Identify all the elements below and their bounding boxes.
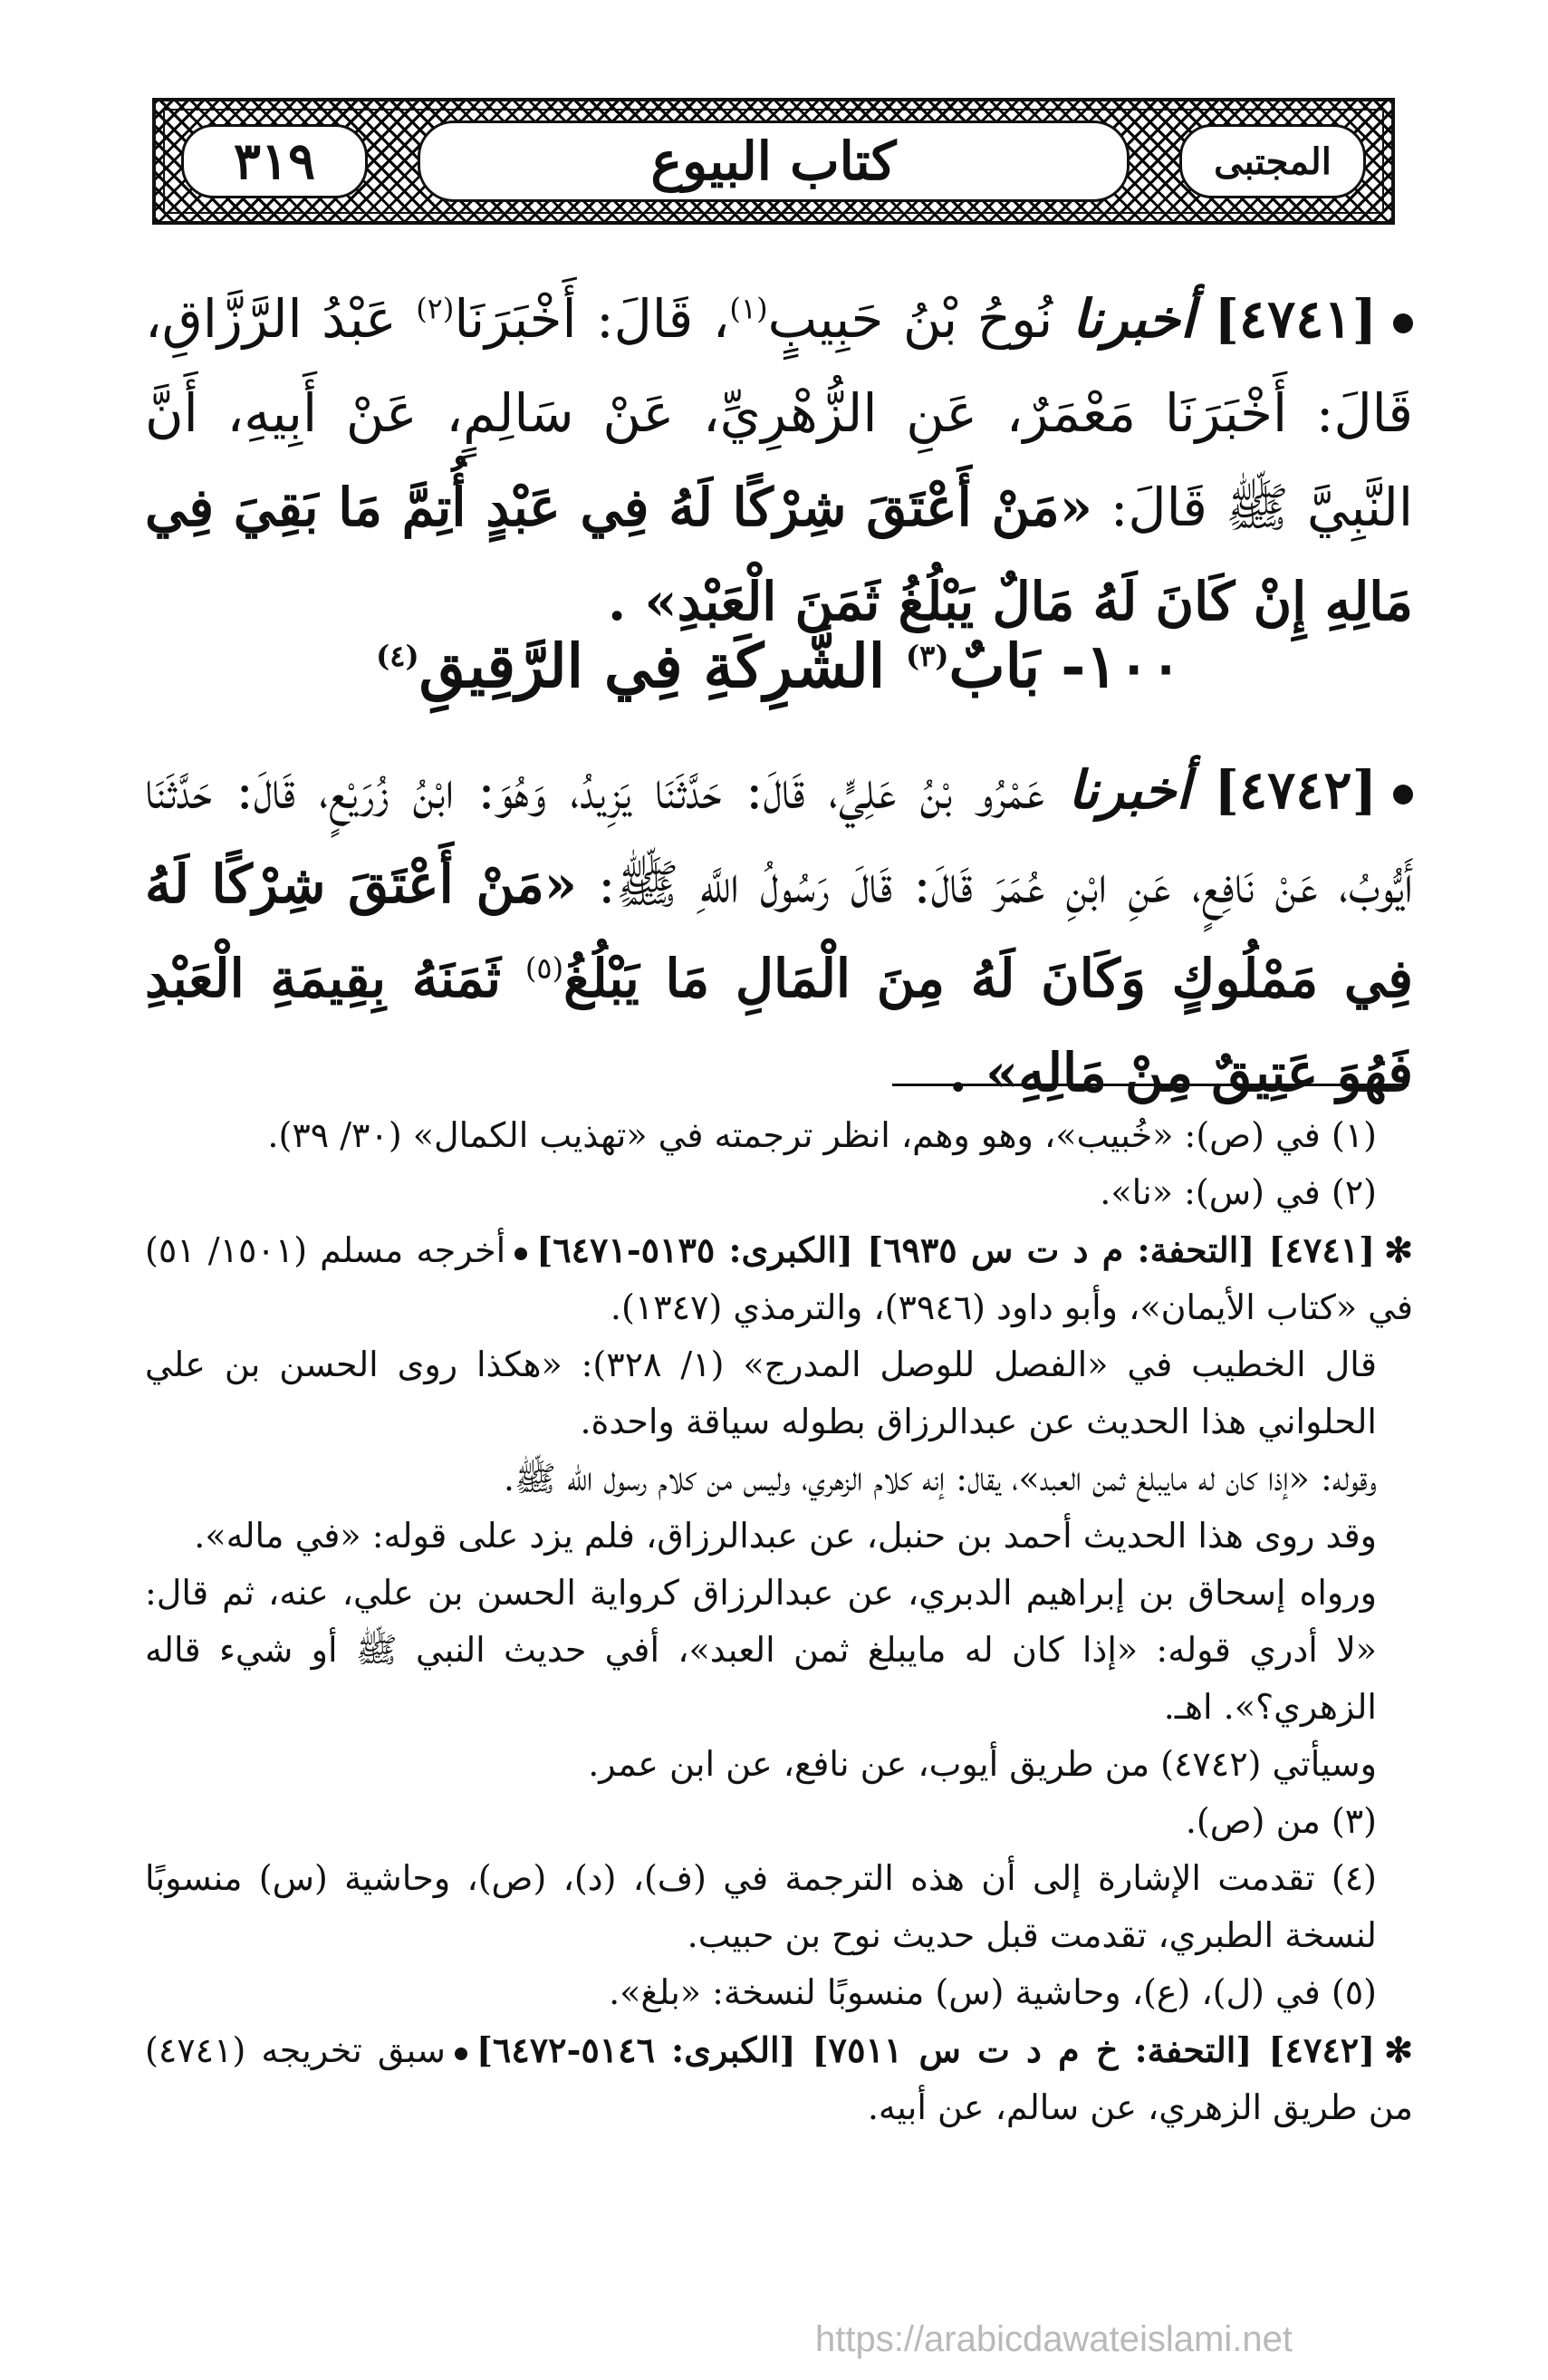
- hadith-4742: [145, 743, 1413, 1120]
- dot-icon: [455, 2048, 467, 2060]
- footnote-separator: [892, 1084, 1409, 1086]
- hadith-matn: ثَمَنَهُ بِقِيمَةِ الْعَبْدِ فَهُوَ عَتِيقٌ مِنْ مَالِهِ» .: [145, 948, 1413, 1103]
- khatib-quote-4: ورواه إسحاق بن إبراهيم الدبري، عن عبدالرزاق كرواية الحسن بن علي، عنه، ثم قال: «لا أدري قوله: «إذا كان له مايبلغ ثمن العبد»، أفي حديث النبي ﷺ أو شيء قاله الزهري؟». اهـ.: [145, 1573, 1377, 1727]
- khatib-quote-3: وقد روى هذا الحديث أحمد بن حنبل، عن عبدالرزاق، فلم يزد على قوله: «في ماله».: [194, 1516, 1377, 1556]
- footnote-marker: (٥): [524, 950, 564, 986]
- hadith-4741: [145, 272, 1413, 649]
- isnad-text: عَمْرُو بْنُ عَلِيٍّ، قَالَ: حَدَّثَنَا يَزِيدُ، وَهُوَ: ابْنُ زُرَيْعٍ، قَالَ: حَدَّثَنَا أَيُّوبُ، عَنْ نَافِعٍ، عَنِ ابْنِ عُمَرَ قَالَ: قَالَ رَسُولُ اللَّهِ ﷺ:: [145, 759, 1413, 915]
- takhrij-text: أخرجه مسلم (١٥٠١/ ٥١) في «كتاب الأيمان»، وأبو داود (٣٩٤٦)، والترمذي (١٣٤٧).: [145, 1230, 1413, 1327]
- chapter-heading: [145, 616, 1413, 716]
- footnote-marker: (٢): [416, 291, 455, 326]
- dot-icon: [514, 1248, 527, 1260]
- takhrij-4741: [145, 1221, 1413, 1336]
- chapter-number: ١٠٠-: [1061, 631, 1182, 701]
- takhrij-ref: [٤٧٤٢] [التحفة: خ م د ت س ٧٥١١] [الكبرى: ٥١٤٦-٦٤٧٢]: [476, 2029, 1376, 2070]
- series-title: المجتبى: [1179, 124, 1366, 198]
- watermark-url: https://arabicdawateislami.net: [815, 2319, 1293, 2359]
- hadith-lead: أخبرنا: [1072, 288, 1196, 350]
- hadith-matn: «مَنْ أَعْتَقَ شِرْكًا لَهُ فِي مَمْلُوكٍ وَكَانَ لَهُ مِنَ الْمَالِ مَا يَبْلُغُ: [145, 853, 1413, 1009]
- chapter-title: الشَّرِكَةِ فِي الرَّقِيقِ: [418, 631, 886, 701]
- hadith-ref: [٤٧٤١]: [1214, 288, 1378, 350]
- isnad-text: عَبْدُ الرَّزَّاقِ، قَالَ: أَخْبَرَنَا مَعْمَرٌ، عَنِ الزُّهْرِيِّ، عَنْ سَالِمٍ، عَنْ أَبِيهِ، أَنَّ النَّبِيَّ ﷺ قَالَ:: [145, 288, 1414, 538]
- footnote-1: (١) في (ص): «خُبيب»، وهو وهم، انظر ترجمته في «تهذيب الكمال» (٣٠/ ٣٩).: [267, 1115, 1377, 1155]
- book-title: كتاب البيوع: [418, 120, 1130, 202]
- hadith-matn: «مَنْ أَعْتَقَ شِرْكًا لَهُ فِي عَبْدٍ أُتِمَّ مَا بَقِيَ فِي مَالِهِ إِنْ كَانَ لَهُ مَالٌ يَبْلُغُ ثَمَنَ الْعَبْدِ» .: [145, 477, 1413, 632]
- footnote-5: (٥) في (ل)، (ع)، وحاشية (س) منسوبًا لنسخة: «بلغ».: [609, 1972, 1377, 2012]
- narrator: نُوحُ بْنُ حَبِيبٍ: [767, 288, 1053, 350]
- footnote-marker: (١): [729, 291, 768, 326]
- star-icon: ✻: [1384, 1229, 1413, 1270]
- khatib-quote-1: قال الخطيب في «الفصل للوصل المدرج» (١/ ٣٢٨): «هكذا روى الحسن بن علي الحلواني هذا الحديث عن عبدالرزاق بطوله سياقة واحدة.: [145, 1344, 1377, 1441]
- running-header: [152, 98, 1395, 225]
- footnote-2: (٢) في (س): «نا».: [1100, 1172, 1377, 1212]
- footnote-marker: (٣): [906, 639, 949, 673]
- star-icon: ✻: [1384, 2029, 1413, 2070]
- isnad-text: ، قَالَ: أَخْبَرَنَا: [454, 288, 730, 350]
- footnote-3: (٣) من (ص).: [1185, 1801, 1377, 1841]
- footnote-4: (٤) تقدمت الإشارة إلى أن هذه الترجمة في (ف)، (د)، (ص)، وحاشية (س) منسوبًا لنسخة الطبري، تقدمت قبل حديث نوح بن حبيب.: [145, 1858, 1377, 1955]
- hadith-lead: أخبرنا: [1068, 759, 1191, 821]
- chapter-word: بَابٌ: [948, 631, 1041, 701]
- takhrij-4742: [145, 2021, 1413, 2136]
- page-number: ٣١٩: [181, 124, 368, 198]
- takhrij-text: سبق تخريجه (٤٧٤١) من طريق الزهري، عن سالم، عن أبيه.: [145, 2030, 1413, 2127]
- takhrij-ref: [٤٧٤١] [التحفة: م د ت س ٦٩٣٥] [الكبرى: ٥١٣٥-٦٤٧١]: [536, 1229, 1376, 1270]
- footnote-marker: (٤): [376, 639, 419, 673]
- bullet-icon: [1393, 313, 1413, 333]
- footnotes: [145, 1107, 1413, 2136]
- bullet-icon: [1393, 785, 1413, 805]
- hadith-ref: [٤٧٤٢]: [1214, 759, 1378, 821]
- khatib-quote-2: وقوله: «إذا كان له مايبلغ ثمن العبد»، يقال: إنه كلام الزهري، وليس من كلام رسول الله ﷺ.: [503, 1459, 1377, 1498]
- khatib-quote-5: وسيأتي (٤٧٤٢) من طريق أيوب، عن نافع، عن ابن عمر.: [588, 1744, 1377, 1784]
